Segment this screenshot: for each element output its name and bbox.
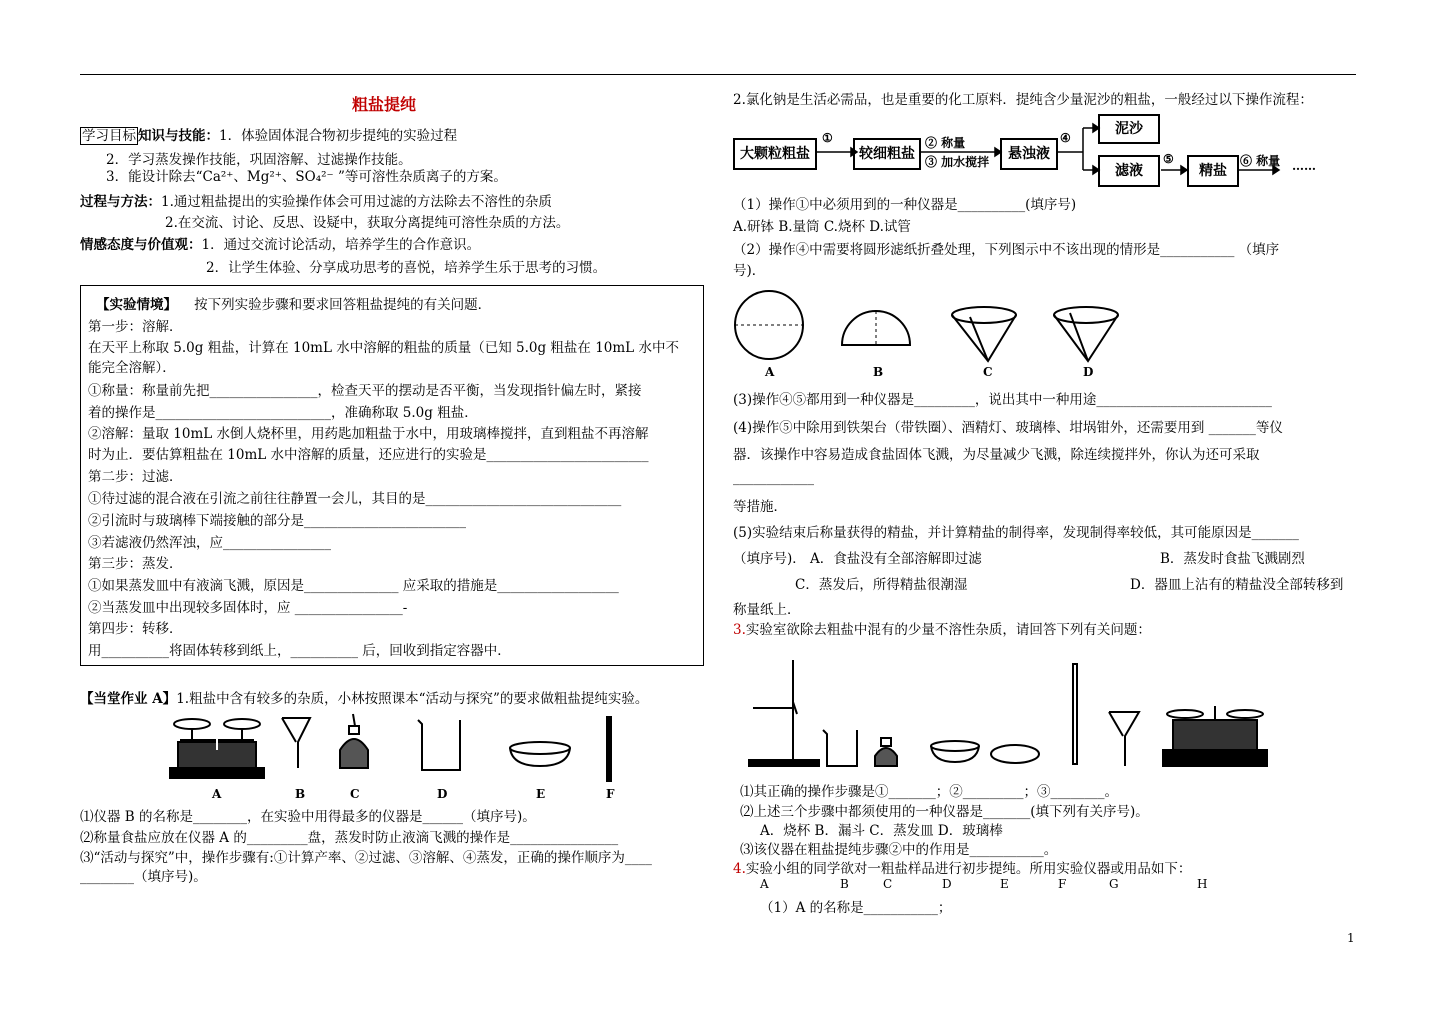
flow-step-4: ④ bbox=[1060, 131, 1071, 145]
objectives-process bbox=[80, 190, 552, 210]
alcohol-lamp-icon bbox=[340, 714, 368, 768]
homework-heading: 【当堂作业 A】 bbox=[80, 691, 177, 707]
flow-box-filtrate: 滤液 bbox=[1098, 155, 1160, 187]
q2-line-5: (3)操作④⑤都用到一种仪器是_________，说出其中一种用途__________________________ bbox=[733, 392, 1272, 408]
homework-q1-text: 1.粗盐中含有较多的杂质，小林按照课本“活动与探究”的要求做粗盐提纯实验。 bbox=[176, 691, 649, 707]
iron-stand-icon bbox=[749, 660, 819, 766]
q4-label: A bbox=[760, 877, 769, 891]
filter-circle-icon bbox=[735, 291, 803, 359]
q2-line-3: （2）操作④中需要将圆形滤纸折叠处理，下列图示中不该出现的情形是___________ （填序 bbox=[733, 242, 1280, 258]
scenario-line: 用__________将固体转移到纸上，__________ 后，回收到指定容器中． bbox=[88, 643, 511, 659]
q2-line-8: ____________ bbox=[733, 470, 814, 486]
scenario-line: ①称量：称量前先把________________，检查天平的摆动是否平衡，当发现指针偏左时，紧接 bbox=[88, 383, 642, 399]
flow-arrows bbox=[733, 110, 1333, 190]
instrument-label: E bbox=[536, 787, 546, 801]
filter-paper-figure bbox=[730, 285, 1130, 365]
question-2: 2.氯化钠是生活必需品，也是重要的化工原料．提纯含少量泥沙的粗盐，一般经过以下操作流程： bbox=[733, 92, 1313, 108]
instrument-label: B bbox=[295, 787, 306, 801]
q2-line-4: 号)． bbox=[733, 263, 766, 279]
q2-line-12a: C．蒸发后，所得精盐很潮湿 bbox=[795, 577, 968, 593]
homework-q1 bbox=[80, 687, 648, 707]
q4-label: B bbox=[840, 877, 849, 891]
balance-icon bbox=[170, 719, 264, 778]
scenario-intro-line bbox=[96, 293, 491, 313]
q4-label: E bbox=[1000, 877, 1009, 891]
objective-e1: 1．通过交流讨论活动，培养学生的合作意识。 bbox=[201, 237, 481, 253]
flow-step-5: ⑤ bbox=[1163, 152, 1174, 166]
page-title: 粗盐提纯 bbox=[352, 95, 417, 114]
beaker-icon bbox=[823, 730, 857, 766]
q4-label: D bbox=[942, 877, 952, 891]
q2-line-11b: B．蒸发时食盐飞溅剧烈 bbox=[1160, 551, 1305, 567]
q2-line-13: 称量纸上． bbox=[733, 602, 801, 618]
funnel-icon bbox=[1109, 712, 1139, 766]
scenario-line: ②溶解：量取 10mL 水倒人烧杯里，用药匙加粗盐于水中，用玻璃棒搅拌，直到粗盐不再溶解 bbox=[88, 426, 649, 442]
filter-label: A bbox=[765, 365, 775, 379]
flow-box-suspension: 悬浊液 bbox=[1000, 138, 1058, 170]
homework-a4: ________（填序号)。 bbox=[80, 869, 207, 885]
q2-line-10: (5)实验结束后称量获得的精盐，并计算精盐的制得率，发现制得率较低，其可能原因是_______ bbox=[733, 525, 1299, 541]
scenario-line: 时为止．要估算粗盐在 10mL 水中溶解的质量，还应进行的实验是________________________ bbox=[88, 447, 649, 463]
alcohol-lamp-icon bbox=[875, 738, 897, 766]
flow-step-3: ③ 加水搅拌 bbox=[925, 155, 990, 169]
question-4 bbox=[733, 857, 1191, 877]
scenario-line: 在天平上称取 5.0g 粗盐，计算在 10mL 水中溶解的粗盐的质量（已知 5.0g 粗盐在 10mL 水中不 bbox=[88, 340, 679, 356]
homework-a1: ⑴仪器 B 的名称是________，在实验中用得最多的仪器是______（填序号)。 bbox=[80, 809, 536, 825]
scenario-line: ①如果蒸发皿中有液滴飞溅，原因是______________ 应采取的措施是__________________ bbox=[88, 578, 619, 594]
emotion-heading: 情感态度与价值观： bbox=[80, 237, 202, 253]
q3-line-a: ⑴其正确的操作步骤是①_______；②_________；③________。 bbox=[740, 784, 1118, 800]
evaporating-dish-icon bbox=[510, 742, 570, 766]
q3-line-c: A．烧杯 B．漏斗 C．蒸发皿 D．玻璃棒 bbox=[760, 823, 1003, 839]
objective-p2: 2.在交流、讨论、反思、设疑中，获取分离提纯可溶性杂质的方法。 bbox=[165, 215, 570, 231]
balance-icon bbox=[1163, 706, 1267, 766]
objectives-line-1 bbox=[80, 124, 457, 144]
q4-text: 实验小组的同学欲对一粗盐样品进行初步提纯。所用实验仪器或用品如下： bbox=[745, 861, 1192, 877]
q2-line-2: A.研钵 B.量筒 C.烧杯 D.试管 bbox=[733, 219, 911, 235]
scenario-line: 能完全溶解）． bbox=[88, 360, 176, 376]
filter-label: B bbox=[873, 365, 884, 379]
q4-label: G bbox=[1109, 877, 1119, 891]
q3-number: 3. bbox=[733, 622, 746, 638]
filter-label: C bbox=[983, 365, 993, 379]
filter-label: D bbox=[1083, 365, 1094, 379]
beaker-icon bbox=[418, 720, 460, 770]
objective-k1: 1．体验固体混合物初步提纯的实验过程 bbox=[219, 128, 458, 144]
flow-dots: …… bbox=[1292, 159, 1316, 173]
objective-p1: 1.通过粗盐提出的实验操作体会可用过滤的方法除去不溶性的杂质 bbox=[161, 194, 552, 210]
q2-line-7: 器．该操作中容易造成食盐固体飞溅，为尽量减少飞溅，除连续搅拌外，你认为还可采取 bbox=[733, 447, 1260, 463]
q2-line-12b: D．器皿上沾有的精盐没全部转移到 bbox=[1130, 577, 1344, 593]
q3-line-d: ⑶该仪器在粗盐提纯步骤②中的作用是___________。 bbox=[740, 842, 1058, 858]
scenario-line: 着的操作是__________________________，准确称取 5.0g 粗盐． bbox=[88, 405, 478, 421]
scenario-line: 第一步：溶解． bbox=[88, 319, 183, 335]
instrument-label: F bbox=[606, 787, 615, 801]
funnel-icon bbox=[282, 718, 310, 768]
q2-line-6: (4)操作⑤中除用到铁架台（带铁圈）、酒精灯、玻璃棒、坩埚钳外，还需要用到 _______等仪 bbox=[733, 420, 1283, 436]
q4-label: H bbox=[1197, 877, 1208, 891]
q4-label: C bbox=[883, 877, 893, 891]
filter-cone-d-icon bbox=[1054, 307, 1118, 361]
objectives-tag: 学习目标 bbox=[82, 128, 136, 144]
homework-a2: ⑵称量食盐应放在仪器 A 的_________盘，蒸发时防止液滴飞溅的操作是________________ bbox=[80, 830, 619, 846]
q3-text: 实验室欲除去粗盐中混有的少量不溶性杂质，请回答下列有关问题： bbox=[745, 622, 1151, 638]
scenario-line: ②引流时与玻璃棒下端接触的部分是________________________ bbox=[88, 513, 466, 529]
flow-box-fine-salt: 较细粗盐 bbox=[853, 138, 921, 170]
page-number: 1 bbox=[1347, 931, 1355, 945]
glass-rod-icon bbox=[1073, 664, 1077, 764]
flow-step-6: ⑥ 称量 bbox=[1240, 154, 1281, 168]
flow-step-2: ② 称量 bbox=[925, 136, 966, 150]
watch-glass-icon bbox=[991, 745, 1039, 763]
scenario-line: 第四步：转移． bbox=[88, 621, 183, 637]
scenario-line: ①待过滤的混合液在引流之前往往静置一会儿，其目的是_____________________________ bbox=[88, 491, 622, 507]
q4-number: 4. bbox=[733, 861, 746, 877]
filter-cone-c-icon bbox=[952, 307, 1016, 361]
objective-k2: 2．学习蒸发操作技能，巩固溶解、过滤操作技能。 bbox=[106, 152, 412, 168]
objectives-emotion bbox=[80, 233, 480, 253]
q2-line-1: （1）操作①中必须用到的一种仪器是__________(填序号) bbox=[733, 197, 1077, 213]
glass-rod-icon bbox=[606, 716, 612, 782]
scenario-line: ②当蒸发皿中出现较多固体时，应 ________________- bbox=[88, 600, 408, 616]
instrument-label: C bbox=[350, 787, 360, 801]
scenario-heading: 【实验情境】 bbox=[96, 297, 177, 313]
q2-line-11a: （填序号)． A．食盐没有全部溶解即过滤 bbox=[733, 551, 982, 567]
flow-box-coarse-salt: 大颗粒粗盐 bbox=[733, 138, 817, 170]
scenario-line: 第二步：过滤． bbox=[88, 469, 183, 485]
flow-box-sand: 泥沙 bbox=[1098, 114, 1160, 144]
homework-a3: ⑶“活动与探究”中，操作步骤有:①计算产率、②过滤、③溶解、④蒸发，正确的操作顺序为____ bbox=[80, 850, 652, 866]
scenario-line: 第三步：蒸发． bbox=[88, 556, 183, 572]
q4-line-a: （1）A 的名称是___________； bbox=[760, 900, 952, 916]
q3-line-b: ⑵上述三个步骤中都须使用的一种仪器是_______(填下列有关序号)。 bbox=[740, 804, 1149, 820]
scenario-intro: 按下列实验步骤和要求回答粗盐提纯的有关问题． bbox=[194, 297, 492, 313]
objective-e2: 2．让学生体验、分享成功思考的喜悦，培养学生乐于思考的习惯。 bbox=[206, 260, 607, 276]
filter-semicircle-icon bbox=[842, 311, 910, 345]
evaporating-dish-icon bbox=[931, 741, 979, 762]
header-rule bbox=[80, 74, 1356, 75]
question-3 bbox=[733, 618, 1151, 638]
q2-line-9: 等措施． bbox=[733, 499, 787, 515]
flow-step-1: ① bbox=[822, 131, 833, 145]
scenario-line: ③若滤液仍然浑浊，应________________ bbox=[88, 535, 331, 551]
q4-label: F bbox=[1058, 877, 1067, 891]
instruments-figure bbox=[160, 710, 630, 800]
instrument-label: A bbox=[212, 787, 222, 801]
lab-apparatus-figure bbox=[745, 650, 1285, 780]
process-heading: 过程与方法： bbox=[80, 194, 161, 210]
knowledge-heading: 知识与技能： bbox=[138, 128, 219, 144]
flow-box-refined-salt: 精盐 bbox=[1187, 155, 1239, 187]
objective-k3: 3．能设计除去“Ca²⁺、Mg²⁺、SO₄²⁻ ”等可溶性杂质离子的方案。 bbox=[106, 169, 507, 185]
instrument-label: D bbox=[437, 787, 448, 801]
